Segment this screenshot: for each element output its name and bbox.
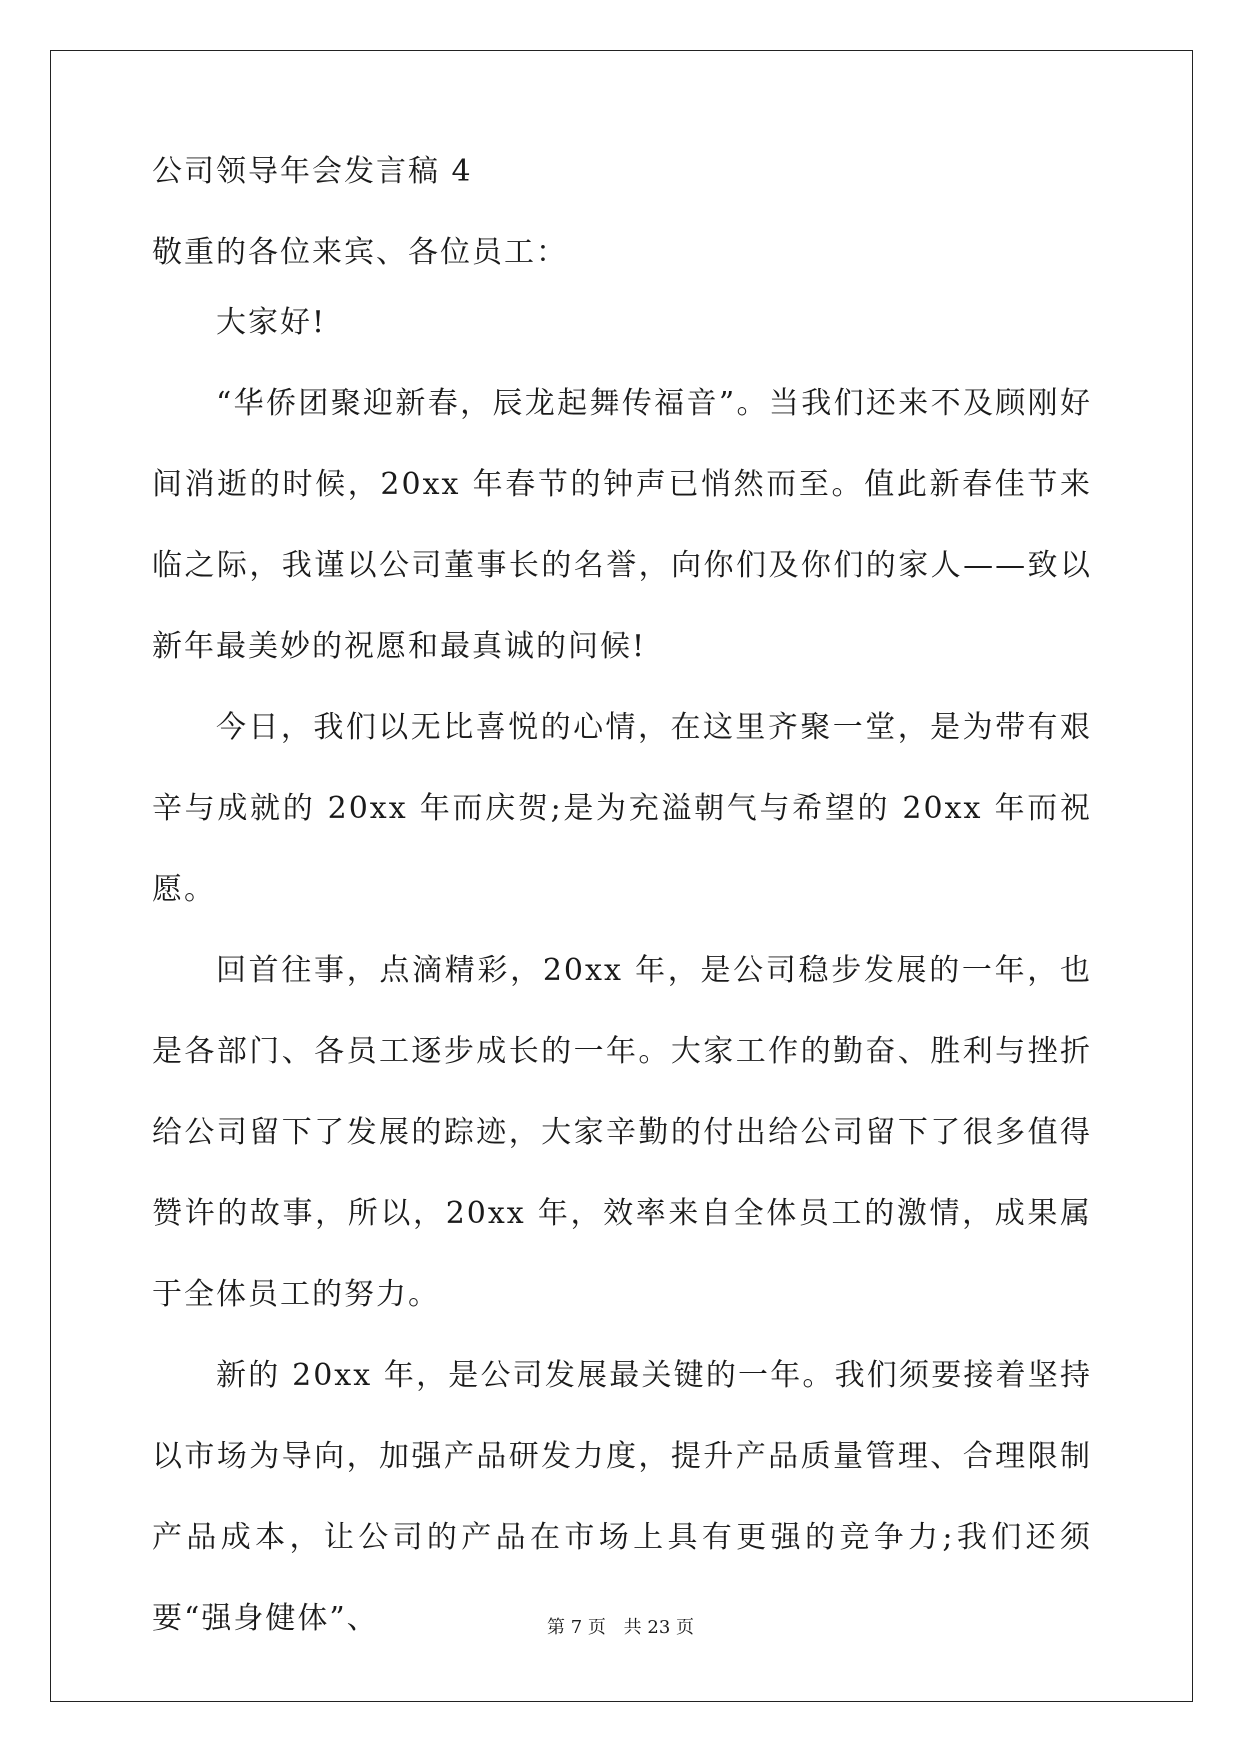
page-number: 第 7 页 (547, 1617, 606, 1638)
paragraph-hello: 大家好! (216, 305, 327, 340)
paragraph-celebration: 今日，我们以无比喜悦的心情，在这里齐聚一堂，是为带有艰辛与成就的 20xx 年而庆贺;是为充溢朝气与希望的 20xx 年而祝愿。 (152, 710, 1092, 907)
page-footer (0, 1613, 1241, 1639)
document-title: 公司领导年会发言稿 4 (152, 154, 473, 189)
paragraph-outlook: 新的 20xx 年，是公司发展最关键的一年。我们须要接着坚持以市场为导向，加强产品研发力度，提升产品质量管理、合理限制产品成本，让公司的产品在市场上具有更强的竞争力;我们还须要“强身健体”、 (152, 1358, 1092, 1636)
document-body (152, 282, 1092, 1659)
page-total: 共 23 页 (623, 1617, 694, 1638)
paragraph-review: 回首往事，点滴精彩，20xx 年，是公司稳步发展的一年，也是各部门、各员工逐步成长的一年。大家工作的勤奋、胜利与挫折给公司留下了发展的踪迹，大家辛勤的付出给公司留下了很多值得赞许的故事，所以，20xx 年，效率来自全体员工的激情，成果属于全体员工的努力。 (152, 953, 1092, 1312)
greeting-line: 敬重的各位来宾、各位员工： (152, 235, 568, 270)
paragraph-new-year-wishes: “华侨团聚迎新春，辰龙起舞传福音”。当我们还来不及顾刚好间消逝的时候，20xx 年春节的钟声已悄然而至。值此新春佳节来临之际，我谨以公司董事长的名誉，向你们及你们的家人——致以新年最美妙的祝愿和最真诚的问候! (152, 386, 1092, 664)
